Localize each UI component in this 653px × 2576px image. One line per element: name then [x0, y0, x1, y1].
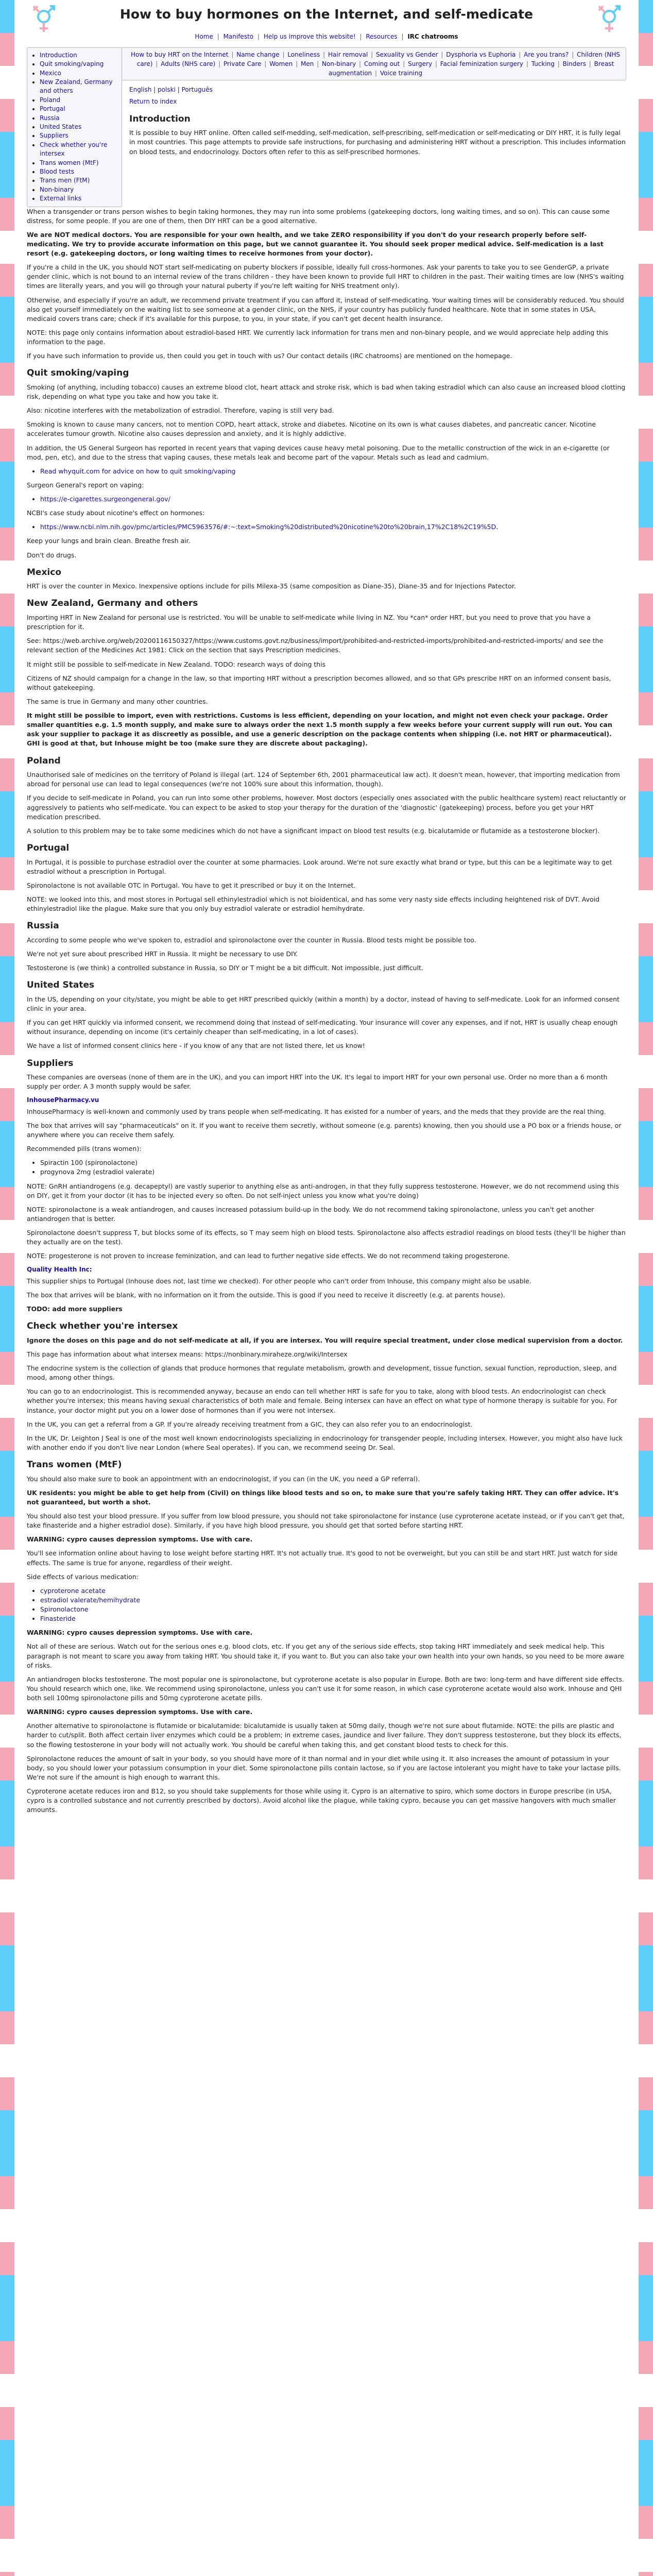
mtf-paragraph: You should also make sure to book an appointment with an endocrinologist, if you can (in the UK, you need a GP referral). — [27, 1475, 420, 1483]
language-separator: | — [177, 86, 180, 93]
smoking-link-list — [27, 522, 626, 532]
related-separator: | — [317, 60, 319, 67]
toc-link[interactable]: Blood tests — [40, 167, 74, 175]
heading-poland: Poland — [27, 755, 61, 766]
toc-link[interactable]: Mexico — [40, 69, 61, 77]
related-page-link[interactable]: Coming out — [364, 60, 400, 67]
list-item: • Spiractin 100 (spironolactone) — [40, 1158, 626, 1167]
section-russia — [27, 920, 626, 973]
page-content — [14, 0, 639, 1819]
nav-separator: | — [401, 32, 404, 40]
smoking-link-list — [27, 467, 626, 476]
mtf-paragraph: Cyproterone acetate reduces iron and B12, so you should take supplements for those while using it. Cypro is an alternative to spiro, which some doctors in Europe prescribe (in USA, cypro is a controlled substance and not currently prescribed by doctors). Avoid alcohol like the plague, while taking cypro, because you can get massive hangovers with much smaller amounts. — [27, 1787, 616, 1814]
related-page-link[interactable]: Surgery — [408, 60, 433, 67]
related-page-link[interactable]: Children (NHS care) — [136, 50, 621, 67]
nz-paragraph: The same is true in Germany and many other countries. — [27, 697, 208, 705]
russia-paragraph: Testosterone is (we think) a controlled substance in Russia, so DIY or T might be a bit difficult. Not impossible, just difficult. — [27, 964, 423, 972]
suppliers-paragraph: NOTE: progesterone is not proven to increase feminization, and can lead to further negative side effects. We do not recommend taking progesterone. — [27, 1252, 510, 1260]
nz-paragraph: It might still be possible to self-medicate in New Zealand. TODO: research ways of doing this — [27, 660, 326, 668]
mtf-paragraph: Side effects of various medication: — [27, 1572, 139, 1581]
intersex-paragraph: This page has information about what intersex means: https://nonbinary.miraheze.org/wiki/Intersex — [27, 1350, 348, 1358]
heading-mexico: Mexico — [27, 567, 61, 578]
nav-home-link[interactable]: Home — [195, 32, 213, 40]
poland-paragraph: Unauthorised sale of medicines on the territory of Poland is illegal (art. 124 of September 6th, 2001 pharmaceutical law act). It doesn't mean, however, that importing medication from abroad for personal use can lead to legal consequences (we're not 100% sure about this information, though). — [27, 771, 620, 788]
intro-paragraph: If you have such information to provide us, then could you get in touch with us? Our contact details (IRC chatrooms) are mentioned on the homepage. — [27, 352, 512, 360]
mtf-paragraph: UK residents: you might be able to get help from (Civil) on things like blood tests and so on, to make sure that you're safely taking HRT. They can offer advice. It's not guaranteed, but worth a shot. — [27, 1488, 619, 1506]
toc-item — [40, 176, 117, 185]
smoking-paragraph: Also: nicotine interferes with the metabolization of estradiol. Therefore, vaping is still very bad. — [27, 406, 334, 415]
suppliers-paragraph: Spironolactone doesn't suppress T, but blocks some of its effects, so T may seem high on blood tests. Spironolactone also affects estradiol readings on blood tests (they'll be higher than they actually are on the test). — [27, 1229, 626, 1246]
suppliers-paragraph: InhousePharmacy is well-known and commonly used by trans people when self-medicating. It has existed for a number of years, and the meds that they provide are the real thing. — [27, 1107, 606, 1115]
related-separator: | — [572, 50, 574, 58]
surgeon-general-link[interactable]: https://e-cigarettes.surgeongeneral.gov/ — [40, 495, 170, 503]
heading-suppliers: Suppliers — [27, 1058, 74, 1069]
suppliers-paragraph: Recommended pills (trans women): — [27, 1145, 142, 1153]
nz-paragraph: It might still be possible to import, even with restrictions. Customs is less efficient, depending on your location, and might not even check your package. Order smaller quantities e.g. 1.5 month supply, and make sure to always order the next 1.5 month supply a few weeks before your current supply will run out. You can ask your supplier to package it as discreetly as possible, and use a generic description on the package contents when shipping (i.e. not HRT or pharmaceutical). GHI is good at that, but Inhouse might be too (make sure they are discrete about packaging). — [27, 711, 612, 748]
toc-item — [40, 167, 117, 176]
toc-link[interactable]: Check whether you're intersex — [40, 141, 108, 158]
related-page-link[interactable]: Tucking — [531, 60, 555, 67]
nav-separator: | — [359, 32, 362, 40]
toc-item — [40, 194, 117, 203]
related-page-link[interactable]: How to buy HRT on the Internet — [130, 50, 229, 58]
list-item — [40, 1586, 626, 1596]
quality-health-link[interactable]: Quality Health Inc: — [27, 1266, 92, 1274]
site-header — [27, 0, 626, 27]
table-of-contents — [27, 47, 122, 207]
mtf-paragraph: An antiandrogen blocks testosterone. The most popular one is spironolactone, but cyproterone acetate is also popular in Europe. Both are two: long-term and have different side effects. You should research which one, like. We recommend using spironolactone, unless you can't use it for some reason, in which case cyproterone acetate would also work. Inhouse and QHI both sell 100mg spironolactone pills and 50mg cyproterone acetate pills. — [27, 1675, 624, 1702]
toc-item — [40, 51, 117, 60]
mtf-paragraph: Not all of these are serious. Watch out for the serious ones e.g. blood clots, etc. If you get any of the serious side effects, stop taking HRT immediately and seek medical help. This paragraph is not meant to scare you away from taking HRT. You should take it, if you want to. But you can also take your own health into your own hands, so you need to be more aware of risks. — [27, 1642, 624, 1669]
related-separator: | — [359, 60, 362, 67]
nav-manifesto-link[interactable]: Manifesto — [223, 32, 254, 40]
intro-paragraph: Otherwise, and especially if you're an adult, we recommend private treatment if you can afford it, instead of self-medicating. Your waiting times will be considerably reduced. You should also get yourself immediately on the waiting list to see someone at a gender clinic, on the NHS, if your country has publicly funded healthcare. Note that in some states in USA, medicaid covers trans care; check if it's available for this purpose, to you, in your state, if you can't get decent health insurance. — [27, 296, 624, 323]
heading-russia: Russia — [27, 921, 59, 931]
related-page-link[interactable]: Facial feminization surgery — [440, 60, 523, 67]
related-page-link[interactable]: Voice training — [380, 69, 423, 77]
whyquit-link[interactable]: Read whyquit.com for advice on how to quit smoking/vaping — [40, 467, 236, 475]
intro-paragraph: It is possible to buy HRT online. Often called self-medding, self-medication, self-prescribing, self-medication or self-medicating or DIY HRT, it is fully legal in most countries. This page attempts to provide safe instructions, for purchasing and administering HRT without a prescription. This includes information on blood tests, and endocrinology. Doctors often refer to this as self-prescribed hormones. — [129, 129, 626, 156]
related-separator: | — [282, 50, 285, 58]
related-page-link[interactable]: Loneliness — [287, 50, 320, 58]
nz-paragraph: Importing HRT in New Zealand for personal use is restricted. You will be unable to self-medicate while living in NZ. You *can* order HRT, but you need to prove that you have a prescription for it. — [27, 614, 591, 631]
toc-item — [40, 60, 117, 69]
toc-item — [40, 131, 117, 140]
toc-link[interactable]: Non-binary — [40, 185, 74, 193]
related-page-link[interactable]: Hair removal — [328, 50, 368, 58]
related-separator: | — [589, 60, 591, 67]
related-page-link[interactable]: Adults (NHS care) — [161, 60, 216, 67]
mtf-paragraph: Another alternative to spironolactone is flutamide or bicalutamide: bicalutamide is usually taken at 50mg daily, though we're not sure about flutamide. NOTE: the pills are plastic and harder to cut/split. Both affect certain liver enzymes which could be a problem; in extreme cases, jaundice and liver failure. They don't suppress testosterone, but they block its effects, so the flowing testosterone in your body will not actually work. You should be careful when taking this, and get constant blood tests to check for this. — [27, 1722, 622, 1749]
heading-new-zealand: New Zealand, Germany and others — [27, 598, 198, 609]
suppliers-paragraph: The box that arrives will be blank, with no information on it from the outside. This is good if you need to receive it discreetly (e.g. at parents house). — [27, 1291, 505, 1299]
heading-introduction: Introduction — [129, 113, 191, 124]
toc-item — [40, 105, 117, 113]
side-effects-list — [27, 1586, 626, 1624]
portugal-paragraph: NOTE: we looked into this, and most stores in Portugal sell ethinylestradiol which is not bioidentical, and has some very nasty side effects including heightened risk of DVT. Avoid ethinylestradiol like the plague. Make sure that you only buy estradiol valerate or estradiol hemihydrate. — [27, 895, 600, 913]
language-polish-link[interactable]: polski — [158, 86, 176, 93]
section-trans-women — [27, 1459, 626, 1815]
list-item — [40, 1596, 626, 1605]
related-separator: | — [557, 60, 560, 67]
section-suppliers — [27, 1057, 626, 1314]
toc-link[interactable]: Portugal — [40, 105, 65, 113]
suppliers-todo: TODO: add more suppliers — [27, 1305, 123, 1313]
russia-paragraph: We're not yet sure about prescribed HRT in Russia. It might be necessary to use DIY. — [27, 950, 298, 958]
toc-item — [40, 123, 117, 131]
nav-resources-link[interactable]: Resources — [366, 32, 398, 40]
cypro-warning: WARNING: cypro causes depression symptoms. Use with care. — [27, 1708, 253, 1716]
mtf-paragraph: You should also test your blood pressure. If you suffer from low blood pressure, you should not take spironolactone for instance (use cyproterone acetate instead, or if you can't get that, take finasteride and a higher estradiol dose). Similarly, if you have high blood pressure, you should get that sorted before starting HRT. — [27, 1512, 625, 1530]
toc-link[interactable]: Poland — [40, 96, 61, 104]
toc-item — [40, 141, 117, 159]
section-mexico — [27, 566, 626, 591]
related-page-link[interactable]: Dysphoria vs Euphoria — [446, 50, 516, 58]
language-english-link[interactable]: English — [129, 86, 152, 93]
related-page-link[interactable]: Breast augmentation — [328, 60, 614, 77]
nz-paragraph: See: https://web.archive.org/web/20200116150327/https://www.customs.govt.nz/business/import/prohibited-and-restricted-imports/prohibited-and-restricted-imports/ and see the relevant section of the Medicines Act 1981: Click on the section that says Prescription medicines. — [27, 637, 604, 654]
related-separator: | — [156, 60, 158, 67]
related-separator: | — [403, 60, 405, 67]
section-poland — [27, 755, 626, 836]
cypro-warning: WARNING: cypro causes depression symptoms. Use with care. — [27, 1535, 253, 1544]
mtf-paragraph: You'll see information online about having to lose weight before starting HRT. It's not actually true. It's good to not be overweight, but you can still be and start HRT. Just watch for side effects. The same is true for anyone, regardless of their weight. — [27, 1549, 617, 1567]
us-paragraph: In the US, depending on your city/state, you might be able to get HRT prescribed quickly (within a month) by a doctor, instead of having to self-medicate. Look for an informed consent clinic in your area. — [27, 995, 620, 1013]
transgender-symbol-icon — [594, 2, 624, 35]
intersex-paragraph: In the UK, you can get a referral from a GP. If you're already receiving treatment from a GIC, they can also refer you to an endocrinologist. — [27, 1420, 473, 1428]
suppliers-paragraph: The box that arrives will say "pharmaceuticals" on it. If you want to receive them secretly, without someone (e.g. parents) knowing, then you should use a PO box or a friends house, or anywhere where you can receive them safely. — [27, 1121, 622, 1139]
toc-item — [40, 185, 117, 194]
list-item — [40, 1614, 626, 1623]
related-separator: | — [218, 60, 221, 67]
smoking-link-list — [27, 495, 626, 504]
related-separator: | — [435, 60, 437, 67]
related-separator: | — [375, 69, 377, 77]
toc-item — [40, 78, 117, 96]
smoking-paragraph: NCBI's case study about nicotine's effect on hormones: — [27, 509, 205, 517]
smoking-paragraph: In addition, the US General Surgeon has reported in recent years that vaping devices cause heavy metal poisoning. Due to the metallic construction of the wick in an e-cigarette (or mod, pen, etc), and due to the stress that vaping causes, these metals leak and become part of the vapour. Metals such as lead and cadmium. — [27, 444, 610, 461]
intersex-warning: Ignore the doses on this page and do not self-medicate at all, if you are intersex. You will require special treatment, under close medical supervision from a doctor. — [27, 1336, 623, 1344]
medication-link[interactable]: Finasteride — [40, 1615, 76, 1623]
smoking-paragraph: Keep your lungs and brain clean. Breathe fresh air. — [27, 537, 191, 545]
list-item — [40, 522, 626, 532]
smoking-paragraph: Don't do drugs. — [27, 551, 77, 559]
language-portuguese-link[interactable]: Português — [181, 86, 213, 93]
toc-item — [40, 96, 117, 105]
related-separator: | — [264, 60, 267, 67]
medical-disclaimer: We are NOT medical doctors. You are responsible for your own health, and we take ZERO responsibility if you don't do your research properly before self-medicating. We try to provide accurate information on this page, but we cannot guarantee it. You should seek proper medical advice. Self-medication is a last resort (e.g. gatekeeping doctors, or long waiting times to receive hormones from your doctor). — [27, 230, 604, 258]
related-separator: | — [441, 50, 443, 58]
russia-paragraph: According to some people who we've spoken to, estradiol and spironolactone over the counter in Russia. Blood tests might be possible too. — [27, 936, 476, 944]
heading-united-states: United States — [27, 980, 95, 991]
list-item — [40, 1605, 626, 1614]
intro-paragraph: NOTE: this page only contains information about estradiol-based HRT. We currently lack information for trans men and non-binary people, and we would appreciate help adding this information to the page. — [27, 328, 609, 346]
mtf-paragraph: Spironolactone reduces the amount of salt in your body, so you should have more of it than normal and in your diet while using it. It also increases the amount of potassium in your body, so you should lower your potassium consumption in your diet. Some spironolactone pills contain lactose, so if you are lactose intolerant you might have to take your lactase pills. We're not sure if the amount is high enough to warrant this. — [27, 1754, 621, 1781]
toc-item — [40, 159, 117, 167]
intro-paragraph: When a transgender or trans person wishes to begin taking hormones, they may run into some problems (gatekeeping doctors, long waiting times, and so on). This can cause some distress, for some people. If you are one of them, then DIY HRT can be a good alternative. — [27, 207, 610, 225]
related-separator: | — [231, 50, 234, 58]
smoking-paragraph: Smoking (of anything, including tobacco) causes an extreme blood clot, heart attack and stroke risk, which is bad when taking estradiol which can also cause an increased blood clotting risk, depending on what type you take and how you take it. — [27, 383, 626, 401]
toc-link[interactable]: New Zealand, Germany and others — [40, 78, 113, 95]
poland-paragraph: If you decide to self-medicate in Poland, you can run into some other problems, however. Most doctors (especially ones associated with the public healthcare system) react reluctantly or aggressively to patients who self-medicate. You can expect to be asked to stop your therapy for the duration of the 'diagnostic' (gatekeeping) process, before you get your HRT medication prescribed. — [27, 794, 626, 821]
nav-separator: | — [257, 32, 260, 40]
section-intersex — [27, 1320, 626, 1452]
section-new-zealand — [27, 597, 626, 748]
intro-paragraph: If you're a child in the UK, you should NOT start self-medicating on puberty blockers if possible, ideally full cross-hormones. Ask your parents to take you to see GenderGP, a private gender clinic, which is not bound to an internal review of the trans children - they have been known to provide full HRT to children in the past. Their waiting times are low (NHS's waiting times are literally years, and you will go through your natural puberty if you're left waiting for NHS treatment only). — [27, 263, 624, 290]
toc-item — [40, 69, 117, 78]
list-item — [40, 467, 626, 476]
toc-link[interactable]: Trans men (FtM) — [40, 177, 90, 184]
trans-flag-stripes-left — [0, 0, 14, 2576]
toc-link[interactable]: External links — [40, 195, 82, 202]
nav-help-link[interactable]: Help us improve this website! — [263, 32, 356, 40]
site-title: How to buy hormones on the Internet, and self-medicate — [119, 7, 534, 22]
related-page-link[interactable]: Are you trans? — [524, 50, 569, 58]
toc-link[interactable]: Introduction — [40, 51, 77, 59]
toc-list — [31, 51, 117, 204]
related-separator: | — [371, 50, 373, 58]
heading-intersex: Check whether you're intersex — [27, 1321, 178, 1332]
suppliers-paragraph: NOTE: GnRH antiandrogens (e.g. decapeptyl) are vastly superior to anything else as anti-androgen, in that they fully suppress testosterone. However, we do not recommend using this on DIY, get it from your doctor (it has to be injected every so often. Do not self-inject unless you know what you're doing) — [27, 1182, 619, 1199]
us-paragraph: If you can get HRT quickly via informed consent, we recommend doing that instead of self-medicating. Your insurance will cover any expenses, and if not, HRT is usually cheap enough without insurance, depending on income (it's certainly cheaper than self-medicating, in a lot of cases). — [27, 1019, 618, 1036]
related-separator: | — [519, 50, 521, 58]
ncbi-link[interactable]: https://www.ncbi.nlm.nih.gov/pmc/articles/PMC5963576/#:~:text=Smoking%20distributed%20nicotine%20to%20brain,17%2C18%2C19%5D. — [40, 523, 499, 531]
portugal-paragraph: Spironolactone is not available OTC in Portugal. You have to get it prescribed or buy it on the Internet. — [27, 881, 356, 889]
smoking-paragraph: Surgeon General's report on vaping: — [27, 481, 144, 489]
mexico-paragraph: HRT is over the counter in Mexico. Inexpensive options include for pills Milexa-35 (same composition as Diane-35), Diane-35 and for Injections Patector. — [27, 582, 516, 590]
toc-link[interactable]: Russia — [40, 114, 60, 122]
related-separator: | — [323, 50, 325, 58]
return-to-index-link[interactable]: Return to index — [129, 98, 177, 106]
suppliers-paragraph: These companies are overseas (none of them are in the UK), and you can import HRT into the UK. It's legal to import HRT for your own personal use. Order no more than a 6 month supply per order. A 3 month supply would be safer. — [27, 1073, 608, 1091]
related-page-link[interactable]: Sexuality vs Gender — [376, 50, 438, 58]
list-item — [40, 495, 626, 504]
related-separator: | — [296, 60, 298, 67]
poland-paragraph: A solution to this problem may be to take some medicines which do not have a significant impact on blood test results (e.g. bicalutamide or flutamide as a testosterone blocker). — [27, 826, 600, 835]
intersex-paragraph: The endocrine system is the collection of glands that produce hormones that regulate metabolism, growth and development, tissue function, sexual function, reproduction, sleep, and mood, among other things. — [27, 1364, 617, 1382]
list-item: • progynova 2mg (estradiol valerate) — [40, 1167, 626, 1177]
inhousepharmacy-link[interactable]: InhousePharmacy.vu — [27, 1096, 99, 1104]
medication-link[interactable]: estradiol valerate/hemihydrate — [40, 1596, 141, 1604]
cypro-warning: WARNING: cypro causes depression symptoms. Use with care. — [27, 1629, 253, 1637]
related-separator: | — [526, 60, 528, 67]
toc-link[interactable]: United States — [40, 123, 82, 131]
section-portugal — [27, 842, 626, 913]
toc-link[interactable]: Trans women (MtF) — [40, 159, 99, 166]
medication-link[interactable]: cyproterone acetate — [40, 1586, 106, 1595]
related-page-link[interactable]: Non-binary — [322, 60, 356, 67]
section-united-states — [27, 979, 626, 1050]
heading-quit-smoking: Quit smoking/vaping — [27, 368, 129, 379]
nav-irc-link[interactable]: IRC chatrooms — [407, 32, 458, 40]
toc-link[interactable]: Suppliers — [40, 132, 68, 140]
toc-link[interactable]: Quit smoking/vaping — [40, 60, 104, 68]
related-page-link[interactable]: Binders — [562, 60, 586, 67]
suppliers-paragraph: This supplier ships to Portugal (Inhouse does not, last time we checked). For other people who can't order from Inhouse, this company might also be usable. — [27, 1277, 531, 1285]
language-separator: | — [153, 86, 156, 93]
medication-link[interactable]: Spironolactone — [40, 1605, 89, 1614]
intersex-paragraph: You can go to an endocrinologist. This is recommended anyway, because an endo can tell whether HRT is safe for you to take, along with blood tests. An endocrinologist can check whether you're intersex; this means having sexual characteristics of both male and female. Being intersex can have an effect on what type of hormone therapy is suitable for you. For instance, your doctor might put you on a lower dose of hormones than if you were not intersex. — [27, 1387, 617, 1414]
nz-paragraph: Citizens of NZ should campaign for a change in the law, so that importing HRT without a prescription becomes allowed, and so that GPs prescribe HRT on an informed consent basis, without gatekeeping. — [27, 674, 611, 691]
nav-separator: | — [217, 32, 219, 40]
related-page-link[interactable]: Men — [300, 60, 314, 67]
section-quit-smoking — [27, 367, 626, 560]
related-page-link[interactable]: Private Care — [223, 60, 262, 67]
toc-item — [40, 114, 117, 123]
trans-flag-stripes-right — [639, 0, 653, 2576]
smoking-paragraph: Smoking is known to cause many cancers, not to mention COPD, heart attack, stroke and diabetes. Nicotine on its own is what causes diabetes, and pancreatic cancer. Nicotine accelerates tumour growth. Nicotine also causes depression and anxiety, and it is highly addictive. — [27, 420, 596, 438]
us-paragraph: We have a list of informed consent clinics here - if you know of any that are not listed there, let us know! — [27, 1042, 365, 1050]
related-page-link[interactable]: Name change — [236, 50, 280, 58]
portugal-paragraph: In Portugal, it is possible to purchase estradiol over the counter at some pharmacies. Look around. We're not sure exactly what brand or type, but this can be a legitimate way to get estradiol without a prescription in Portugal. — [27, 858, 612, 875]
top-navigation — [27, 32, 626, 41]
suppliers-paragraph: NOTE: spironolactone is a weak antiandrogen, and causes increased potassium build-up in the body. We do not recommend taking spironolactone, unless you can't get another antiandrogen that is better. — [27, 1205, 594, 1223]
intersex-paragraph: In the UK, Dr. Leighton J Seal is one of the most well known endocrinologists specializing in endocrinology for transgender people, including intersex. However, you might also have luck with another endo if you don't live near London (where Seal operates). If you can, we recommend seeing Dr. Seal. — [27, 1434, 623, 1451]
heading-trans-women: Trans women (MtF) — [27, 1460, 122, 1470]
heading-portugal: Portugal — [27, 842, 70, 853]
recommended-pills-list — [27, 1158, 626, 1177]
related-page-link[interactable]: Women — [269, 60, 293, 67]
transgender-symbol-icon — [29, 2, 59, 35]
